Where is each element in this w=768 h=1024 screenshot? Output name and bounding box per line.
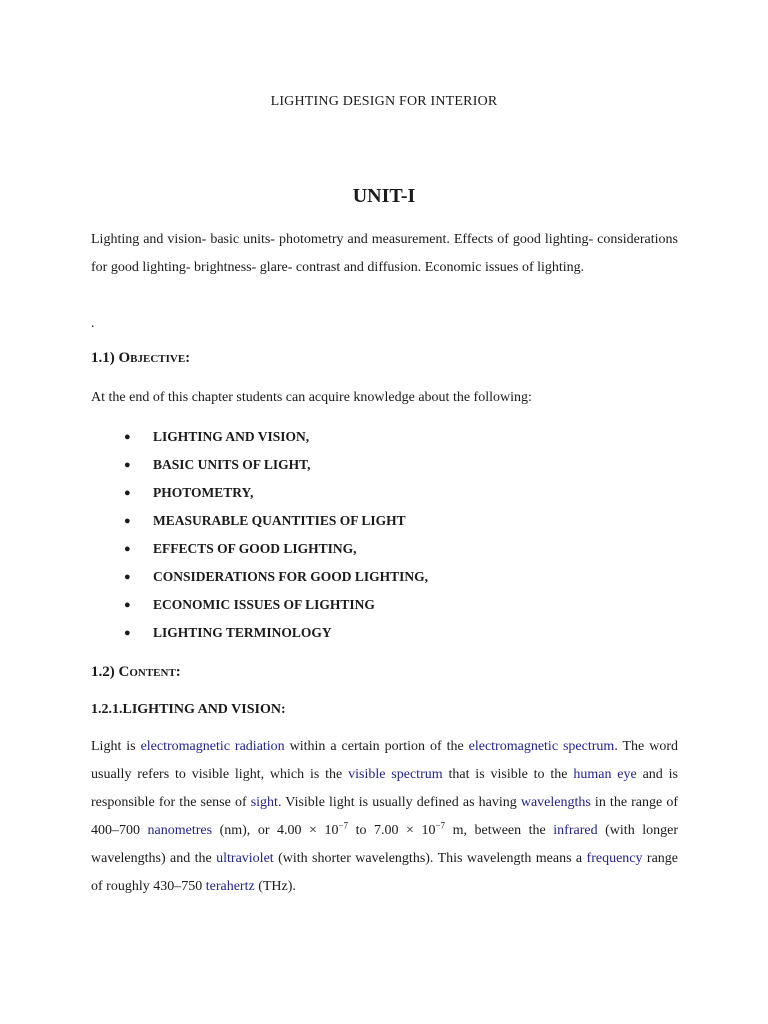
- stray-mark: .: [91, 316, 95, 331]
- link-ultraviolet[interactable]: ultraviolet: [216, 851, 274, 866]
- link-electromagnetic-radiation[interactable]: electromagnetic radiation: [140, 739, 285, 754]
- list-item: ● BASIC UNITS OF LIGHT,: [0, 455, 428, 483]
- objective-heading-title: Objective:: [118, 350, 191, 366]
- syllabus-paragraph: Lighting and vision- basic units- photometry and measurement. Effects of good lighting- considerations for good lighting- brightness- glare- contrast and diffusion. Economic issues of lighting.: [91, 232, 678, 275]
- list-item: ● PHOTOMETRY,: [0, 483, 428, 511]
- link-visible-spectrum[interactable]: visible spectrum: [348, 767, 443, 782]
- exponent: −7: [435, 820, 446, 831]
- list-item: ● LIGHTING TERMINOLOGY: [0, 623, 428, 651]
- link-electromagnetic-spectrum[interactable]: electromagnetic spectrum: [468, 739, 615, 754]
- body-paragraph: Light is electromagnetic radiation within a certain portion of the electromagnetic spectrum. The word usually refers to visible light, which is the visible spectrum that is visible to the human eye and is responsible for the sense of sight. Visible light is usually defined as having wavelengths in the range of 400–700 nanometres (nm), or $4.00 \times 10^{-7}$ to $7.00 \times 10^{-7}$ m, between the infrared (with longer wavelengths) and the ultraviolet (with shorter wavelengths). This wavelength means a frequency range of roughly 430–750 terahertz (THz).: [91, 739, 678, 894]
- list-item: ● EFFECTS OF GOOD LIGHTING,: [0, 539, 428, 567]
- list-item: ● MEASURABLE QUANTITIES OF LIGHT: [0, 511, 428, 539]
- document-title: LIGHTING DESIGN FOR INTERIOR: [270, 94, 498, 109]
- link-nanometres[interactable]: nanometres: [147, 823, 213, 838]
- bullet-icon: ●: [124, 627, 131, 639]
- objective-heading: [91, 350, 190, 367]
- objective-heading-number: 1.1): [91, 350, 115, 366]
- link-terahertz[interactable]: terahertz: [205, 879, 255, 894]
- list-item: ● CONSIDERATIONS FOR GOOD LIGHTING,: [0, 567, 428, 595]
- content-heading-title: Content:: [118, 664, 181, 680]
- objective-intro: At the end of this chapter students can acquire knowledge about the following:: [91, 390, 532, 405]
- bullet-icon: ●: [124, 599, 131, 611]
- link-frequency[interactable]: frequency: [586, 851, 643, 866]
- bullet-icon: ●: [124, 571, 131, 583]
- bullet-icon: ●: [124, 543, 131, 555]
- content-heading-number: 1.2): [91, 664, 115, 680]
- list-item: ● LIGHTING AND VISION,: [0, 427, 428, 455]
- objective-list: [0, 427, 428, 651]
- bullet-icon: ●: [124, 459, 131, 471]
- exponent: −7: [338, 820, 349, 831]
- link-wavelengths[interactable]: wavelengths: [520, 795, 591, 810]
- content-heading: [91, 664, 181, 681]
- link-infrared[interactable]: infrared: [553, 823, 598, 838]
- list-item: ● ECONOMIC ISSUES OF LIGHTING: [0, 595, 428, 623]
- bullet-icon: ●: [124, 515, 131, 527]
- link-sight[interactable]: sight: [250, 795, 278, 810]
- bullet-icon: ●: [124, 431, 131, 443]
- link-human-eye[interactable]: human eye: [573, 767, 637, 782]
- bullet-icon: ●: [124, 487, 131, 499]
- subsection-heading: 1.2.1.LIGHTING AND VISION:: [91, 702, 286, 717]
- unit-title: UNIT-I: [352, 185, 416, 207]
